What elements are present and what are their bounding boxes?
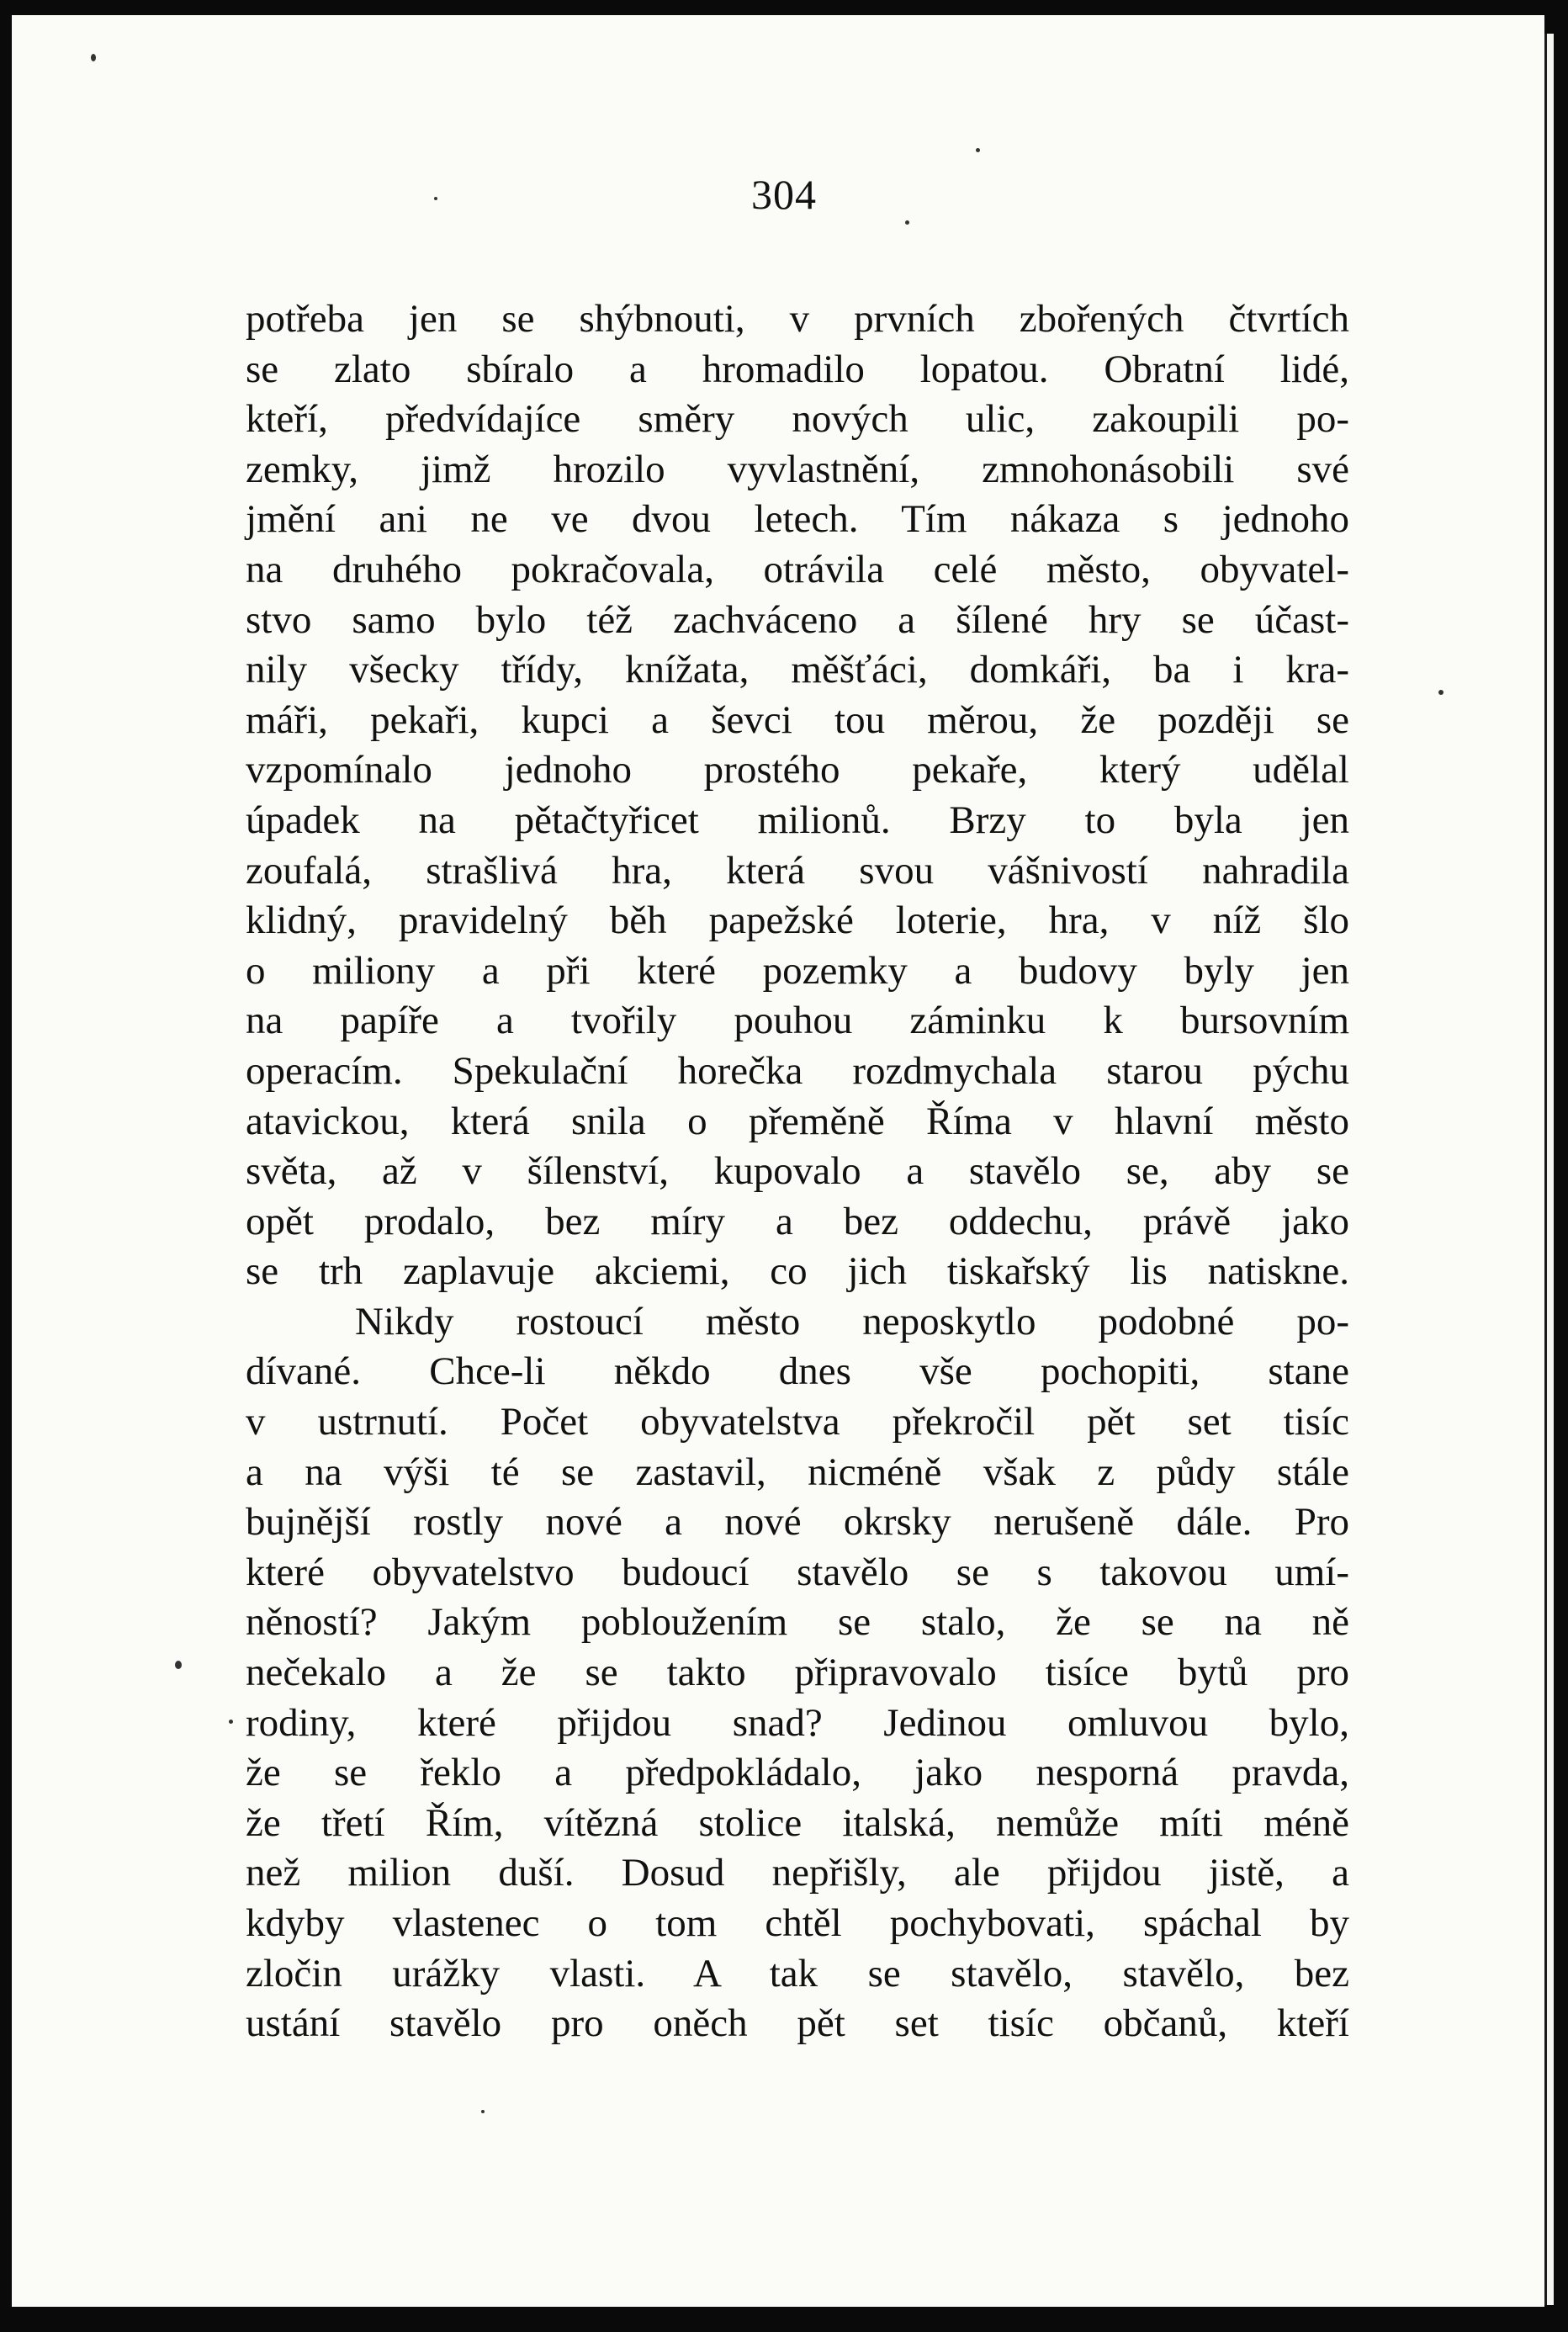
- scan-speck: [481, 2110, 485, 2113]
- text-line: než milion duší. Dosud nepřišly, ale přijdou jistě, a: [246, 1851, 1349, 1895]
- text-line: na papíře a tvořily pouhou záminku k bursovním: [246, 999, 1349, 1043]
- text-line: potřeba jen se shýbnouti, v prvních zbořených čtvrtích: [246, 297, 1349, 341]
- text-line: že třetí Řím, vítězná stolice italská, nemůže míti méně: [246, 1800, 1349, 1845]
- text-line: úpadek na pětačtyřicet milionů. Brzy to byla jen: [246, 798, 1349, 842]
- scan-speck: [434, 197, 437, 200]
- text-line: kteří, předvídajíce směry nových ulic, zakoupili po-: [246, 397, 1349, 442]
- text-line: operacím. Spekulační horečka rozdmychala starou pýchu: [246, 1048, 1349, 1093]
- text-line: zločin urážky vlasti. A tak se stavělo, stavělo, bez: [246, 1951, 1349, 1995]
- text-line: dívané. Chce-li někdo dnes vše pochopiti, stane: [246, 1349, 1349, 1394]
- text-line: zoufalá, strašlivá hra, která svou vášnivostí nahradila: [246, 848, 1349, 893]
- text-line: něností? Jakým pobloužením se stalo, že se na ně: [246, 1600, 1349, 1645]
- text-line: o miliony a při které pozemky a budovy byly jen: [246, 948, 1349, 993]
- text-line: atavickou, která snila o přeměně Říma v hlavní město: [246, 1099, 1349, 1143]
- text-line: opět prodalo, bez míry a bez oddechu, právě jako: [246, 1199, 1349, 1243]
- text-line: vzpomínalo jednoho prostého pekaře, který udělal: [246, 748, 1349, 792]
- page-number: 304: [751, 171, 817, 218]
- text-line: zemky, jimž hrozilo vyvlastnění, zmnohonásobili své: [246, 447, 1349, 491]
- body-text: [246, 294, 1349, 2049]
- text-line: bujnější rostly nové a nové okrsky nerušeně dále. Pro: [246, 1500, 1349, 1545]
- text-line: nečekalo a že se takto připravovalo tisíce bytů pro: [246, 1651, 1349, 1695]
- text-line: máři, pekaři, kupci a ševci tou měrou, že později se: [246, 697, 1349, 742]
- paragraph-start-line: Nikdy rostoucí město neposkytlo podobné po-: [355, 1299, 1349, 1344]
- page-edge-rule: [1544, 34, 1554, 2305]
- scan-speck: [976, 148, 980, 152]
- text-line: nily všecky třídy, knížata, měšťáci, domkáři, ba i kra-: [246, 648, 1349, 692]
- text-line: se trh zaplavuje akciemi, co jich tiskařský lis natiskne.: [246, 1249, 1349, 1294]
- text-line: které obyvatelstvo budoucí stavělo se s takovou umí-: [246, 1550, 1349, 1594]
- scan-speck: [91, 54, 96, 61]
- text-line: na druhého pokračovala, otrávila celé město, obyvatel-: [246, 547, 1349, 591]
- text-line: kdyby vlastenec o tom chtěl pochybovati, spáchal by: [246, 1901, 1349, 1945]
- text-line: ustání stavělo pro oněch pět set tisíc občanů, kteří: [246, 2001, 1349, 2046]
- text-line: a na výši té se zastavil, nicméně však z půdy stále: [246, 1450, 1349, 1494]
- text-line: stvo samo bylo též zachváceno a šílené hry se účast-: [246, 597, 1349, 642]
- scan-speck: [905, 220, 909, 225]
- text-line: že se řeklo a předpokládalo, jako nesporná pravda,: [246, 1751, 1349, 1795]
- text-line: v ustrnutí. Počet obyvatelstva překročil pět set tisíc: [246, 1400, 1349, 1444]
- scan-speck: [175, 1661, 182, 1669]
- scan-speck: [1438, 690, 1444, 695]
- text-line: se zlato sbíralo a hromadilo lopatou. Obratní lidé,: [246, 347, 1349, 391]
- scan-speck: [229, 1720, 233, 1724]
- text-line: jmění ani ne ve dvou letech. Tím nákaza s jednoho: [246, 497, 1349, 542]
- text-line: světa, až v šílenství, kupovalo a stavělo se, aby se: [246, 1149, 1349, 1194]
- text-line: klidný, pravidelný běh papežské loterie, hra, v níž šlo: [246, 898, 1349, 943]
- text-line: rodiny, které přijdou snad? Jedinou omluvou bylo,: [246, 1700, 1349, 1745]
